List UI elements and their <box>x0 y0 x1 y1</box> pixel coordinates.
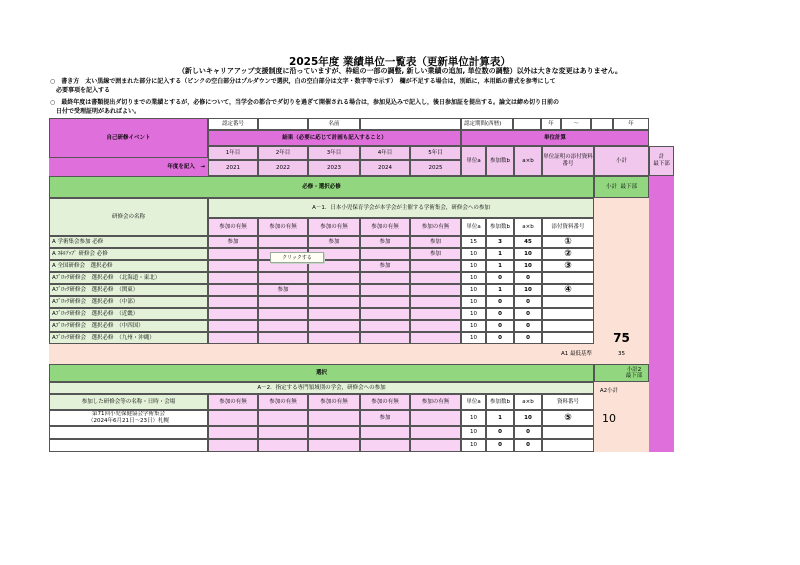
note-1-line1: ○ 書き方 太い黒線で囲まれた部分に記入する（ピンクの空白部分はプルダウンで選択，白の空白部分は文字・数字等で示す） 欄が不足する場合は，別紙に，本用紙の書式を参考にして <box>50 78 556 85</box>
year-mark-1: 年 <box>541 118 561 130</box>
s1-row-y2-select[interactable] <box>258 296 308 308</box>
total-header <box>649 146 674 176</box>
s1-row-axb: 0 <box>514 332 542 344</box>
s2-row-y4-select[interactable] <box>360 439 410 452</box>
page-title: 2025年度 業績単位一覧表（更新単位計算表） <box>289 56 511 68</box>
section1-subtotal-label <box>594 176 649 198</box>
s1-row-y1-select[interactable] <box>208 332 258 344</box>
s2-unit-a-header: 単位a <box>461 394 486 410</box>
s1-col-header-3: 参加の有無 <box>308 218 360 236</box>
s1-row-y1-select[interactable] <box>208 284 258 296</box>
s1-row-y5-select[interactable] <box>410 332 461 344</box>
s2-row-unit-a: 10 <box>461 410 486 426</box>
s2-col-header-5: 参加の有無 <box>410 394 461 410</box>
note-2-line1: ○ 最終年度は書類提出ダ切りまでの業績とするが，必修について，当学会の都合でダ切りを過ぎて開催される場合は，参加見込みで記入し，後日参加証を提出する。論文は締め切り日前の <box>50 99 559 106</box>
s1-row-unit-a: 10 <box>461 308 486 320</box>
s1-row-count-b[interactable]: 0 <box>486 296 514 308</box>
total-header-line1: 計 <box>658 154 665 160</box>
s1-row-name: A 全国研修会 選択必修 <box>49 260 208 272</box>
s1-col-header-2: 参加の有無 <box>258 218 308 236</box>
s1-row-unit-a: 10 <box>461 332 486 344</box>
click-comment[interactable]: クリックする <box>270 252 324 263</box>
s1-col-header-5: 参加の有無 <box>410 218 461 236</box>
note-1 <box>50 78 650 95</box>
year-label-2: 2年目 <box>258 146 308 160</box>
s1-row-unit-a: 10 <box>461 320 486 332</box>
s1-row-count-b[interactable]: 3 <box>486 236 514 248</box>
s2-row-y4-select[interactable]: 参加 <box>360 410 410 426</box>
s1-row-y5-select[interactable] <box>410 320 461 332</box>
s1-row-y2-select[interactable]: 参加 <box>258 284 308 296</box>
s2-row-axb: 0 <box>514 426 542 439</box>
s1-row-y1-select[interactable] <box>208 248 258 260</box>
s1-row-y2-select[interactable] <box>258 272 308 284</box>
s1-row-y1-select[interactable] <box>208 272 258 284</box>
s1-row-name: A 学術集会参加 必修 <box>49 236 208 248</box>
year-label-4: 4年目 <box>360 146 410 160</box>
section1-name-header: 研修会の名称 <box>49 198 208 236</box>
year-value-3: 2023 <box>308 160 360 176</box>
s2-row-y4-select[interactable] <box>360 426 410 439</box>
s1-row-y2-select[interactable] <box>258 236 308 248</box>
s1-row-y5-select[interactable]: 参加 <box>410 248 461 260</box>
s2-row-y5-select[interactable] <box>410 410 461 426</box>
s2-row-y1-select[interactable] <box>208 426 258 439</box>
count-b-header: 参加数b <box>486 146 514 176</box>
section2-subtotal-line2: 最下部 <box>625 373 643 379</box>
s1-unit-a-header: 単位a <box>461 218 486 236</box>
section1-title: A－1．日本小児保育学会が本学会が主催する学術集会，研修会への参加 <box>208 198 594 218</box>
period-label: 認定期間(西暦) <box>461 118 513 130</box>
s1-row-count-b[interactable]: 0 <box>486 272 514 284</box>
axb-header: a×b <box>514 146 542 176</box>
s2-col-header-2: 参加の有無 <box>258 394 308 410</box>
s1-row-doc[interactable] <box>542 332 594 344</box>
s1-row-doc[interactable]: ③ <box>542 260 594 272</box>
s1-row-axb: 45 <box>514 236 542 248</box>
note-2 <box>50 99 650 116</box>
s1-row-y3-select[interactable] <box>308 272 360 284</box>
s1-row-y4-select[interactable] <box>360 308 410 320</box>
year-value-1: 2021 <box>208 160 258 176</box>
s2-row-y2-select[interactable] <box>258 410 308 426</box>
s1-row-y3-select[interactable] <box>308 320 360 332</box>
s1-row-doc[interactable]: ① <box>542 236 594 248</box>
s1-row-y3-select[interactable]: 参加 <box>308 236 360 248</box>
s2-row-y3-select[interactable] <box>308 426 360 439</box>
s1-row-y4-select[interactable] <box>360 284 410 296</box>
s2-row-y2-select[interactable] <box>258 426 308 439</box>
subtotal-header: 小計 <box>594 146 649 176</box>
s1-row-name: Aﾌﾞﾛｯｸ研修会 選択必修 （九州・沖縄） <box>49 332 208 344</box>
s1-row-axb: 10 <box>514 260 542 272</box>
s1-row-y4-select[interactable]: 参加 <box>360 260 410 272</box>
s1-row-y2-select[interactable] <box>258 320 308 332</box>
section2-banner: 選択 <box>49 364 594 382</box>
s1-row-y3-select[interactable] <box>308 308 360 320</box>
s2-row-doc[interactable] <box>542 426 594 439</box>
s1-row-unit-a: 10 <box>461 272 486 284</box>
s1-axb-header: a×b <box>514 218 542 236</box>
section1-banner: 必修・選択必修 <box>49 176 594 198</box>
s2-row-unit-a: 10 <box>461 439 486 452</box>
s1-row-y4-select[interactable] <box>360 332 410 344</box>
year-value-5: 2025 <box>410 160 461 176</box>
a2-subtotal-fill <box>624 382 649 452</box>
s1-row-axb: 0 <box>514 272 542 284</box>
s1-row-unit-a: 10 <box>461 296 486 308</box>
s2-row-name[interactable] <box>49 410 208 426</box>
s2-row-y1-select[interactable] <box>208 410 258 426</box>
results-label: 結果（必要に応じて計画も記入すること） <box>208 130 461 146</box>
s1-row-count-b[interactable]: 0 <box>486 308 514 320</box>
s1-doc-header: 添付資料番号 <box>542 218 594 236</box>
s2-row-axb: 10 <box>514 410 542 426</box>
s2-doc-header: 資料番号 <box>542 394 594 410</box>
s1-row-count-b[interactable]: 0 <box>486 332 514 344</box>
s1-row-y1-select[interactable] <box>208 260 258 272</box>
s1-row-y5-select[interactable] <box>410 272 461 284</box>
s2-count-b-header: 参加数b <box>486 394 514 410</box>
year-value-4: 2024 <box>360 160 410 176</box>
section2-name-header: 参加した研修会等の名称・日時・会場 <box>49 394 208 410</box>
s2-row-name[interactable] <box>49 426 208 439</box>
s1-col-header-1: 参加の有無 <box>208 218 258 236</box>
s1-row-y3-select[interactable] <box>308 296 360 308</box>
period-end-input[interactable] <box>591 118 613 130</box>
year-label-3: 3年目 <box>308 146 360 160</box>
s1-row-y1-select[interactable] <box>208 296 258 308</box>
s1-row-unit-a: 15 <box>461 236 486 248</box>
period-start-input[interactable] <box>513 118 541 130</box>
unit-a-header: 単位a <box>461 146 486 176</box>
s2-row-name-line1: 第71回小児保健協会学術集会 <box>92 411 165 417</box>
min-value: 35 <box>594 344 649 364</box>
tilde-mark: ～ <box>561 118 591 130</box>
s2-axb-header: a×b <box>514 394 542 410</box>
s1-row-name: Aﾌﾞﾛｯｸ研修会 選択必修 （中四国） <box>49 320 208 332</box>
s1-row-y5-select[interactable]: 参加 <box>410 236 461 248</box>
s2-row-y5-select[interactable] <box>410 439 461 452</box>
s1-row-name: Aﾌﾞﾛｯｸ研修会 選択必修 （北海道・東北） <box>49 272 208 284</box>
s1-row-y3-select[interactable] <box>308 284 360 296</box>
doc-no-header: 単位証明の添付資料番号 <box>542 146 594 176</box>
min-label: A1 最低基準 <box>49 344 594 364</box>
s1-row-name: Aﾌﾞﾛｯｸ研修会 選択必修 （関東） <box>49 284 208 296</box>
name-input[interactable] <box>360 118 461 130</box>
s2-row-doc[interactable] <box>542 439 594 452</box>
s1-row-y4-select[interactable] <box>360 320 410 332</box>
s1-row-y1-select[interactable] <box>208 308 258 320</box>
s2-row-y1-select[interactable] <box>208 439 258 452</box>
s2-row-axb: 0 <box>514 439 542 452</box>
s2-row-unit-a: 10 <box>461 426 486 439</box>
s1-row-y3-select[interactable] <box>308 332 360 344</box>
s1-row-doc[interactable] <box>542 308 594 320</box>
s1-row-y1-select[interactable]: 参加 <box>208 236 258 248</box>
total-column-fill <box>649 176 674 452</box>
s1-row-y4-select[interactable] <box>360 248 410 260</box>
s2-col-header-1: 参加の有無 <box>208 394 258 410</box>
name-label: 名前 <box>308 118 360 130</box>
enter-year-label: 年度を記入 → <box>49 158 208 176</box>
s2-row-count-b[interactable]: 0 <box>486 439 514 452</box>
s1-row-axb: 10 <box>514 284 542 296</box>
s1-row-y4-select[interactable] <box>360 272 410 284</box>
s1-row-doc[interactable] <box>542 296 594 308</box>
s1-row-unit-a: 10 <box>461 260 486 272</box>
s1-row-y4-select[interactable]: 参加 <box>360 236 410 248</box>
s1-row-count-b[interactable]: 1 <box>486 248 514 260</box>
section2-total-value: 10 <box>602 411 616 425</box>
s2-row-count-b[interactable]: 0 <box>486 426 514 439</box>
s2-row-count-b[interactable]: 1 <box>486 410 514 426</box>
s2-row-y5-select[interactable] <box>410 426 461 439</box>
s1-row-y1-select[interactable] <box>208 320 258 332</box>
s1-row-doc[interactable]: ④ <box>542 284 594 296</box>
s2-row-name-line2: （2024年6月21日～23日）札幌 <box>88 418 169 424</box>
s1-row-name: A ｽｷﾙｱｯﾌﾟ 研修会 必修 <box>49 248 208 260</box>
section2-title: A－2．指定する専門領域別の学会，研修会への参加 <box>49 382 594 394</box>
s1-row-axb: 0 <box>514 308 542 320</box>
note-1-line2: 必要事項を記入する <box>56 86 111 94</box>
s1-row-unit-a: 10 <box>461 284 486 296</box>
section2-subtotal-line1: 小計2 <box>626 367 642 373</box>
s1-row-count-b[interactable]: 1 <box>486 260 514 272</box>
s1-row-count-b[interactable]: 0 <box>486 320 514 332</box>
s1-row-axb: 0 <box>514 320 542 332</box>
s1-row-doc[interactable] <box>542 320 594 332</box>
s1-row-y5-select[interactable] <box>410 296 461 308</box>
s1-row-name: Aﾌﾞﾛｯｸ研修会 選択必修 （近畿） <box>49 308 208 320</box>
a2-subtotal-label: A2小計 <box>594 382 624 452</box>
year-mark-2: 年 <box>613 118 649 130</box>
s1-col-header-4: 参加の有無 <box>360 218 410 236</box>
s1-row-y2-select[interactable] <box>258 332 308 344</box>
s2-row-y3-select[interactable] <box>308 410 360 426</box>
cert-no-label: 認定番号 <box>208 118 258 130</box>
section1-subtotal-bottom: 最下部 <box>620 183 638 190</box>
s2-col-header-3: 参加の有無 <box>308 394 360 410</box>
section1-total <box>594 198 649 344</box>
s1-row-doc[interactable] <box>542 272 594 284</box>
cert-no-input[interactable] <box>258 118 308 130</box>
s1-row-y5-select[interactable] <box>410 260 461 272</box>
page-subtitle: （新しいキャリアアップ支援制度に沿っていますが、枠組の一部の調整, 新しい業績の追加, 単位数の調整）以外は大きな変更はありません。 <box>177 67 623 75</box>
s2-row-doc[interactable]: ⑤ <box>542 410 594 426</box>
s2-row-name[interactable] <box>49 439 208 452</box>
s1-row-doc[interactable]: ② <box>542 248 594 260</box>
s2-row-y3-select[interactable] <box>308 439 360 452</box>
section2-subtotal-label <box>594 364 649 382</box>
total-header-line2: 最下部 <box>653 161 670 167</box>
section1-subtotal: 小計 <box>605 183 617 190</box>
event-label: 自己研修イベント <box>49 118 208 158</box>
year-label-5: 5年目 <box>410 146 461 160</box>
section2-total <box>594 410 624 426</box>
s1-row-y4-select[interactable] <box>360 296 410 308</box>
s2-row-y2-select[interactable] <box>258 439 308 452</box>
s1-row-axb: 10 <box>514 248 542 260</box>
s1-row-y2-select[interactable] <box>258 308 308 320</box>
section1-total-value: 75 <box>613 331 630 344</box>
s2-col-header-4: 参加の有無 <box>360 394 410 410</box>
note-2-line2: 日付で受理証明があればよい。 <box>56 107 141 115</box>
s1-row-y5-select[interactable] <box>410 308 461 320</box>
s1-row-unit-a: 10 <box>461 248 486 260</box>
s1-row-y5-select[interactable] <box>410 284 461 296</box>
year-value-2: 2022 <box>258 160 308 176</box>
year-label-1: 1年目 <box>208 146 258 160</box>
s1-row-name: Aﾌﾞﾛｯｸ研修会 選択必修 （中部） <box>49 296 208 308</box>
s1-row-axb: 0 <box>514 296 542 308</box>
unit-calc-label: 単位計算 <box>461 130 649 146</box>
s1-row-count-b[interactable]: 1 <box>486 284 514 296</box>
s1-count-b-header: 参加数b <box>486 218 514 236</box>
